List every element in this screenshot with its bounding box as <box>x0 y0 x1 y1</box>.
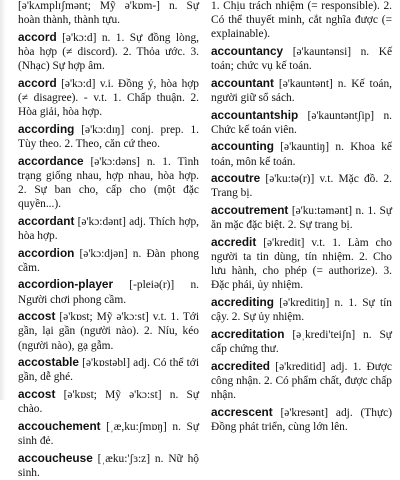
definition: [ə'kauntənsi] n. Kế toán; chức vụ kế toán. <box>211 46 392 73</box>
headword: accordant <box>18 213 75 228</box>
entry-accost-verb <box>18 309 199 353</box>
entry-accordion-player <box>18 277 199 306</box>
entry-accouchement <box>18 419 199 448</box>
headword: accreditation <box>211 326 285 341</box>
entry-accord-verb <box>18 76 199 120</box>
definition: [ə'kɔ:dənt] adj. Thích hợp, hòa hợp. <box>18 215 199 242</box>
definition: [ˌæ,ku:ʃmɒŋ] n. Sự sinh đẻ. <box>18 420 199 447</box>
entry-accounting <box>211 139 392 168</box>
entry-accredit <box>211 235 392 293</box>
definition: [ə'kɔ:dɪŋ] conj. prep. 1. Tùy theo. 2. Theo, căn cứ theo. <box>18 123 199 150</box>
headword: accounting <box>211 139 274 154</box>
definition: [ə'kreditid] adj. 1. Được công nhận. 2. Có phẩm chất, được chấp nhận. <box>211 360 392 401</box>
headword: accost <box>18 386 56 401</box>
definition: [ə'kreditiŋ] n. 1. Sự tín cậy. 2. Sự ủy nhiệm. <box>211 296 392 324</box>
entry-accost-noun <box>18 387 199 416</box>
entry-accountancy <box>211 44 392 73</box>
definition: [ə'kɔ:d] n. 1. Sự đồng lòng, hòa hợp (≠ discord). 2. Thỏa ước. 3. (Nhạc) Sự hợp âm. <box>18 31 199 73</box>
entry-accordion <box>18 246 199 275</box>
definition: [ə'kɒstəbl] adj. Có thể tới gần, dễ ghé. <box>18 357 199 384</box>
definition: [ə'kauntəntʃip] n. Chức kế toán viên. <box>211 109 392 136</box>
headword: accord <box>18 29 57 44</box>
definition: [ə'kauntiŋ] n. Khoa kế toán, môn kế toán. <box>211 141 392 168</box>
headword: accountantship <box>211 107 299 122</box>
headword: accredited <box>211 358 271 373</box>
entry-accoutrement <box>211 203 392 232</box>
entry-continued <box>18 0 199 27</box>
page-edge-shadow <box>0 0 6 400</box>
headword: accoucheuse <box>18 450 93 465</box>
headword: accost <box>18 309 56 324</box>
left-column <box>18 0 199 479</box>
definition: [ˌæku:'ʃɜ:z] n. Nữ hộ sinh. <box>18 452 199 479</box>
definition: [əˌkredi'teiʃn] n. Sự cấp chứng thư. <box>211 328 392 355</box>
headword: accostable <box>18 355 79 370</box>
headword: accountancy <box>211 44 284 58</box>
definition: [-pleiə(r)] n. Người chơi phong cầm. <box>18 279 199 306</box>
headword: accordion <box>18 245 75 260</box>
entry-accreditation <box>211 327 392 356</box>
headword: accoutre <box>211 171 261 186</box>
definition: 1. Chịu trách nhiệm (= responsible). 2. Có thể thuyết minh, cắt nghĩa được (= explainable). <box>211 0 392 41</box>
headword: accoutrement <box>211 202 289 217</box>
right-column <box>211 0 392 433</box>
definition: [ə'kɒst; Mỹ ə'kɔ:st] v.t. 1. Tới gần, lại gần (người nào). 2. Níu, kéo (người nào), gạ gẫm. <box>18 311 199 352</box>
definition: [ə'kauntənt] n. Kế toán, người giữ sổ sách. <box>211 77 392 104</box>
entry-accountant <box>211 76 392 105</box>
definition: [ə'kɒst; Mỹ ə'kɔ:st] n. Sự chào. <box>18 388 199 416</box>
headword: according <box>18 121 75 136</box>
entry-accrediting <box>211 295 392 324</box>
headword: accountant <box>211 75 274 90</box>
entry-accostable <box>18 355 199 384</box>
headword: accouchement <box>18 418 101 433</box>
definition: [ə'kredit] v.t. 1. Làm cho người ta tin dùng, tín nhiệm. 2. Cho lưu hành, cho phép (= authorize). 3. Đặc phái, ủy nhiệm. <box>211 236 392 292</box>
headword: accrescent <box>211 404 273 419</box>
entry-accordant <box>18 214 199 243</box>
entry-continued <box>211 0 392 42</box>
definition: [ə'kɔ:dəns] n. 1. Tình trạng giống nhau, hợp nhau, hòa hợp. 2. Sự ban cho, cấp cho (một đặc quyền...). <box>18 155 199 211</box>
headword: accord <box>18 75 57 90</box>
definition: [ə'kɔ:d] v.i. Đồng ý, hòa hợp (≠ disagree). - v.t. 1. Chấp thuận. 2. Hòa giải, hòa hợp. <box>18 77 199 119</box>
entry-accredited <box>211 359 392 403</box>
entry-accordance <box>18 154 199 212</box>
entry-according <box>18 122 199 151</box>
definition: [ə'ku:təmənt] n. 1. Sự ăn mặc đặc biệt. 2. Sự trang bị. <box>211 204 392 232</box>
headword: accordance <box>18 153 84 168</box>
headword: accordion-player <box>18 277 114 292</box>
entry-accord-noun <box>18 30 199 74</box>
definition: [ə'kɔ:djən] n. Đàn phong cầm. <box>18 247 199 274</box>
headword: accrediting <box>211 294 274 309</box>
headword: accredit <box>211 234 257 249</box>
entry-accoutre <box>211 171 392 200</box>
definition: [ə'ku:tə(r)] v.t. Mặc đồ. 2. Trang bị. <box>211 173 392 200</box>
entry-accountantship <box>211 108 392 137</box>
definition: [ə'kʌmplɪʃmənt; Mỹ ə'kɒm-] n. Sự hoàn thành, thành tựu. <box>18 0 199 27</box>
definition: [ə'kresənt] adj. (Thực) Đồng phát triển, cùng lớn lên. <box>211 406 392 433</box>
entry-accrescent <box>211 405 392 434</box>
entry-accoucheuse <box>18 451 199 480</box>
